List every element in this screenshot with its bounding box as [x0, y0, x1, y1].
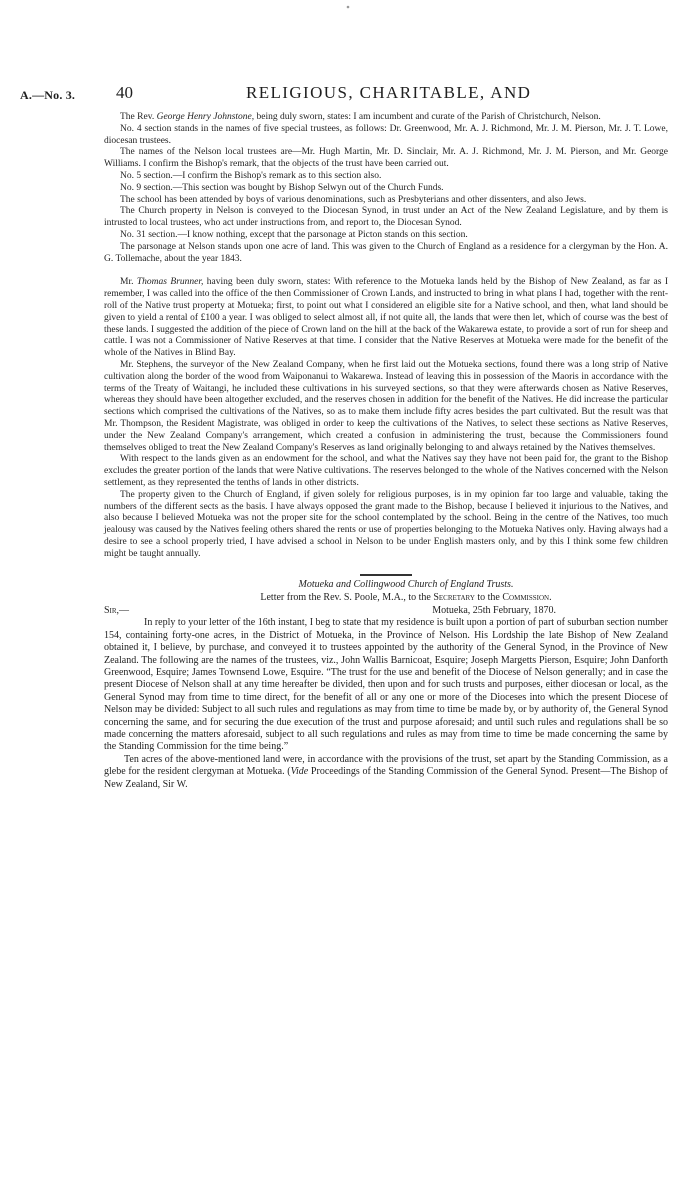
paragraph: No. 5 section.—I confirm the Bishop's remark as to this section also.: [120, 170, 382, 181]
paragraph: No. 31 section.—I know nothing, except that the parsonage at Picton stands on this section.: [120, 229, 468, 240]
letter-heading: Letter from the Rev. S. Poole, M.A., to the Secretary to the Commission.: [260, 591, 552, 603]
page-number: 40: [116, 83, 133, 102]
page-top-mark: [343, 4, 353, 10]
paragraph: The school has been attended by boys of various denominations, such as Presbyterians and other dissenters, and also Jews.: [120, 194, 587, 205]
section-label: A.—No. 3.: [20, 88, 76, 102]
spacer: [104, 265, 668, 277]
paragraph: No. 4 section stands in the names of five special trustees, as follows: Dr. Greenwood, Mr. A. J. Richmond, Mr. J. M. Pierson, Mr. J. T. Lowe, diocesan trustees.: [104, 123, 668, 146]
spacer: [104, 560, 668, 570]
paragraph: The parsonage at Nelson stands upon one acre of land. This was given to the Church of England as a residence for a clergyman by the Hon. A. G. Tollemache, about the year 1843.: [104, 241, 668, 264]
paragraph: Mr. Stephens, the surveyor of the New Zealand Company, when he first laid out the Motueka sections, found there was a long strip of Native cultivation along the border of the wood from Waiponanui to Wakarewa. Instead of leaving this in possession of the Maoris in accordance with the terms of the Treaty of Waitangi, he included these cultivations in his surveyed sections, so that they were afterwards chosen as Native Reserves, whereas they should have been altogether excluded, and the reserves chosen in addition for the benefit of the Natives. He did increase the particular sections which comprised the cultivations of the Natives, so as to make them include fifty acres besides the part cultivated. But the result was that Mr. Thompson, the Resident Magistrate, was obliged in order to keep the cultivations of the Natives, to select these sections as Native Reserves, under the New Zealand Company's arrangement, which created a confusion in administering the trust, because the Commissioners found themselves obliged to treat the New Zealand Company's Reserves as land originally belonging to and always retained by the Natives themselves.: [104, 359, 668, 453]
paragraph: No. 9 section.—This section was bought by Bishop Selwyn out of the Church Funds.: [120, 182, 444, 193]
witness-name: George Henry Johnstone,: [156, 112, 255, 122]
paragraph: Mr. Thomas Brunner, having been duly sworn, states: With reference to the Motueka lands held by the Bishop of New Zealand, as far as I remember, I was called into the office of the then Commissioner of Crown Lands, and instructed to bring in what plans I had, together with the rent-roll of the Native trust property at Motueka; first, to point out what I considered an eligible site for a Native school, and then, what land should be given to yield a rental of £100 a year. I was obliged to select almost all, if not quite all, the lands that were then let, which of course was the best of these lands. I suggested the addition of the piece of Crown land on the hill at the back of the Wakarewa estate, to provide a sort of run for sheep and cattle. I was not a Commissioner of Native Reserves at that time. I consider that the Native Reserves at Motueka were made for the benefit of the whole of the Natives in Blind Bay.: [104, 277, 668, 359]
salutation-row: [104, 604, 668, 617]
johnstone-evidence: [104, 112, 668, 265]
running-title: RELIGIOUS, CHARITABLE, AND: [246, 83, 532, 102]
printer-mark-icon: [343, 4, 353, 10]
brunner-evidence: [104, 277, 668, 560]
paragraph: The property given to the Church of England, if given solely for religious purposes, is in my opinion far too large and valuable, taking the numbers of the different sects as the basis. I have always opposed the grant made to the Bishop, because I believed it injurious to the Natives, and also because I believed Motueka was not the proper site for the school contemplated by the school. Being in the centre of the Natives, too much jealousy was caused by the Natives feeling others shared the rents or use of properties belonging to the Motueka Natives only. Having always had a desire to see a school properly tried, I have advised a school in Nelson to be under English masters only, and by this I think some few children might be taught annually.: [104, 489, 668, 559]
place-date: Motueka, 25th February, 1870.: [432, 605, 556, 617]
salutation: Sir,—: [104, 605, 130, 617]
paragraph: The Rev. George Henry Johnstone, being duly sworn, states: I am incumbent and curate of the Parish of Christchurch, Nelson.: [120, 112, 601, 122]
document-body: [104, 112, 668, 791]
paragraph: With respect to the lands given as an endowment for the school, and what the Natives say they have not been paid for, the grant to the Bishop excludes the greater portion of the lands that were Native cultivations. The reserves belonged to the whole of the Natives concerned with the Nelson settlement, as they represented the tenths of lands in other districts.: [104, 454, 668, 488]
paragraph: The Church property in Nelson is conveyed to the Diocesan Synod, in trust under an Act of the New Zealand Legislature, and by them is intrusted to local trustees, who act under instructions from, and report to, the Diocesan Synod.: [104, 206, 668, 229]
section-title: Motueka and Collingwood Church of England Trusts.: [298, 579, 514, 591]
paragraph: In reply to your letter of the 16th instant, I beg to state that my residence is built upon a portion of part of suburban section number 154, containing forty-one acres, in the District of Motueka, in the Province of Nelson. His Lordship the late Bishop of New Zealand obtained it, I believe, by purchase, and conveyed it to trustees appointed by the authority of the General Synod, in the Province of New Zealand. The following are the names of the trustees, viz., John Wallis Barnicoat, Esquire; Joseph Margetts Pierson, Esquire; John Danforth Greenwood, Esquire; James Townsend Lowe, Esquire. “The trust for the use and benefit of the Diocese of Nelson generally; and in case the present Diocese of Nelson shall at any time hereafter be divided, then upon and for such trusts and purposes, either diocesan or local, as the General Synod may from time to time direct, for the benefit of all or any one or more of the Dioceses into which the present Diocese of Nelson may be divided: Subject to all such rules and regulations as may from time to time be made by, or by authority of, the General Synod concerning the same, and for securing the due execution of the trust and purpose aforesaid; and until such rules and regulations shall be so made concerning the matters aforesaid, subject to all such regulations and rules as may from time to time be made concerning the same by the Standing Commission for the time being.”: [104, 617, 668, 753]
section-divider: [360, 574, 412, 576]
running-header: [0, 82, 700, 106]
paragraph: Ten acres of the above-mentioned land were, in accordance with the provisions of the trust, set apart by the Standing Commission, as a glebe for the resident clergyman at Motueka. (Vide Proceedings of the Standing Commission of the General Synod. Present—The Bishop of New Zealand, Sir W.: [104, 753, 668, 790]
poole-letter: [104, 579, 668, 791]
paragraph: The names of the Nelson local trustees are—Mr. Hugh Martin, Mr. D. Sinclair, Mr. A. J. Richmond, Mr. J. M. Pierson, and Mr. George Williams. I confirm the Bishop's remark, that the objects of the trust have been carried out.: [104, 147, 668, 170]
witness-name: Thomas Brunner,: [136, 277, 204, 288]
